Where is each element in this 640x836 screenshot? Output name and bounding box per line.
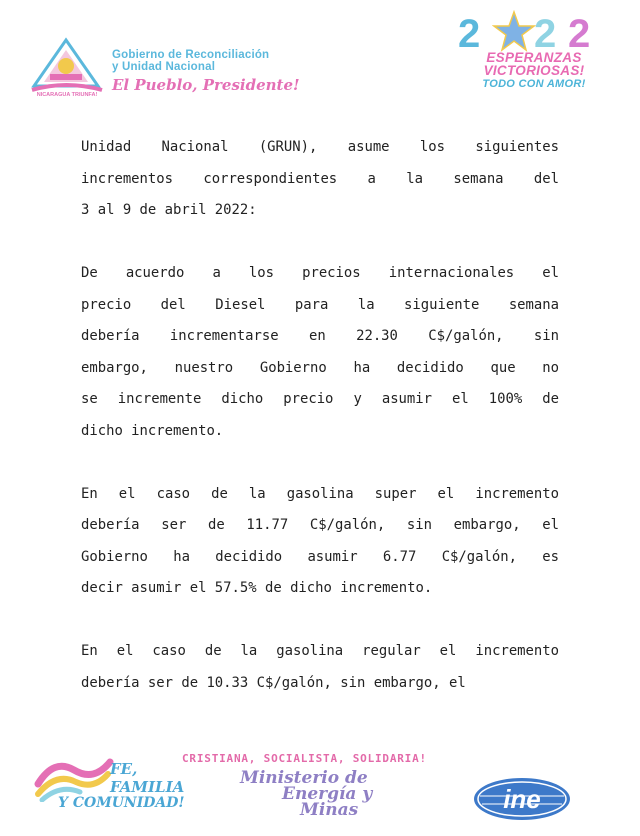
document-body: [81, 132, 559, 731]
government-name: [112, 49, 372, 96]
grun-logo: [28, 36, 106, 98]
paragraph: [81, 258, 559, 447]
text-line: debería ser de 10.33 C$/galón, sin embargo, el: [81, 674, 466, 691]
text-line: debería ser de 11.77 C$/galón, sin embargo, el: [81, 517, 559, 533]
family-line2: FAMILIA: [110, 778, 185, 796]
text-line: Unidad Nacional (GRUN), asume los siguientes: [81, 139, 559, 155]
gov-slogan: El Pueblo, Presidente!: [112, 76, 300, 94]
ministry-line2: Energía y: [282, 784, 373, 804]
text-line: debería incrementarse en 22.30 C$/galón, sin: [81, 328, 559, 344]
family-line1: FE,: [110, 760, 138, 778]
text-line: En el caso de la gasolina regular el incremento: [81, 643, 559, 659]
family-line3: Y COMUNIDAD!: [58, 795, 185, 811]
text-line: Gobierno ha decidido asumir 6.77 C$/galón, es: [81, 548, 559, 565]
text-line: embargo, nuestro Gobierno ha decidido que no: [81, 359, 559, 376]
ine-emblem-icon: [472, 776, 572, 822]
logo-ribbon-text: NICARAGUA TRIUNFA!: [36, 92, 98, 98]
footer-slogan: CRISTIANA, SOCIALISTA, SOLIDARIA!: [182, 752, 427, 765]
gov-name-line2: y Unidad Nacional: [112, 61, 216, 73]
text-line: precio del Diesel para la siguiente semana: [81, 296, 559, 313]
ministry-line1: Ministerio de: [240, 768, 368, 788]
ine-label: ine: [503, 784, 541, 814]
text-line: decir asumir el 57.5% de dicho incremento.: [81, 580, 433, 596]
year-digit-3: 2: [534, 12, 557, 56]
campaign-line1: ESPERANZAS: [486, 50, 582, 65]
paragraph: [81, 636, 559, 699]
campaign-line2: VICTORIOSAS!: [483, 63, 585, 78]
ministry-logo: [240, 768, 422, 822]
star-icon: [492, 10, 536, 54]
text-line: dicho incremento.: [81, 422, 224, 439]
year-digit-1: 2: [458, 12, 481, 56]
government-header: [28, 36, 368, 98]
campaign-line3: TODO CON AMOR!: [482, 78, 586, 90]
gov-name-line1: Gobierno de Reconciliación: [112, 49, 270, 61]
text-line: 3 al 9 de abril 2022:: [81, 202, 257, 218]
ine-logo: [472, 776, 572, 822]
text-line: incrementos correspondientes a la semana del: [81, 170, 559, 187]
text-line: De acuerdo a los precios internacionales el: [81, 265, 559, 281]
ministry-line3: Minas: [300, 800, 359, 820]
paragraph: [81, 479, 559, 605]
campaign-logo: [456, 14, 612, 90]
year-2022: [456, 12, 612, 56]
year-digit-4: 2: [568, 12, 591, 56]
paragraph: [81, 132, 559, 227]
family-community-logo: [34, 752, 184, 814]
text-line: se incremente dicho precio y asumir el 100% de: [81, 391, 559, 407]
text-line: En el caso de la gasolina super el incremento: [81, 485, 559, 502]
